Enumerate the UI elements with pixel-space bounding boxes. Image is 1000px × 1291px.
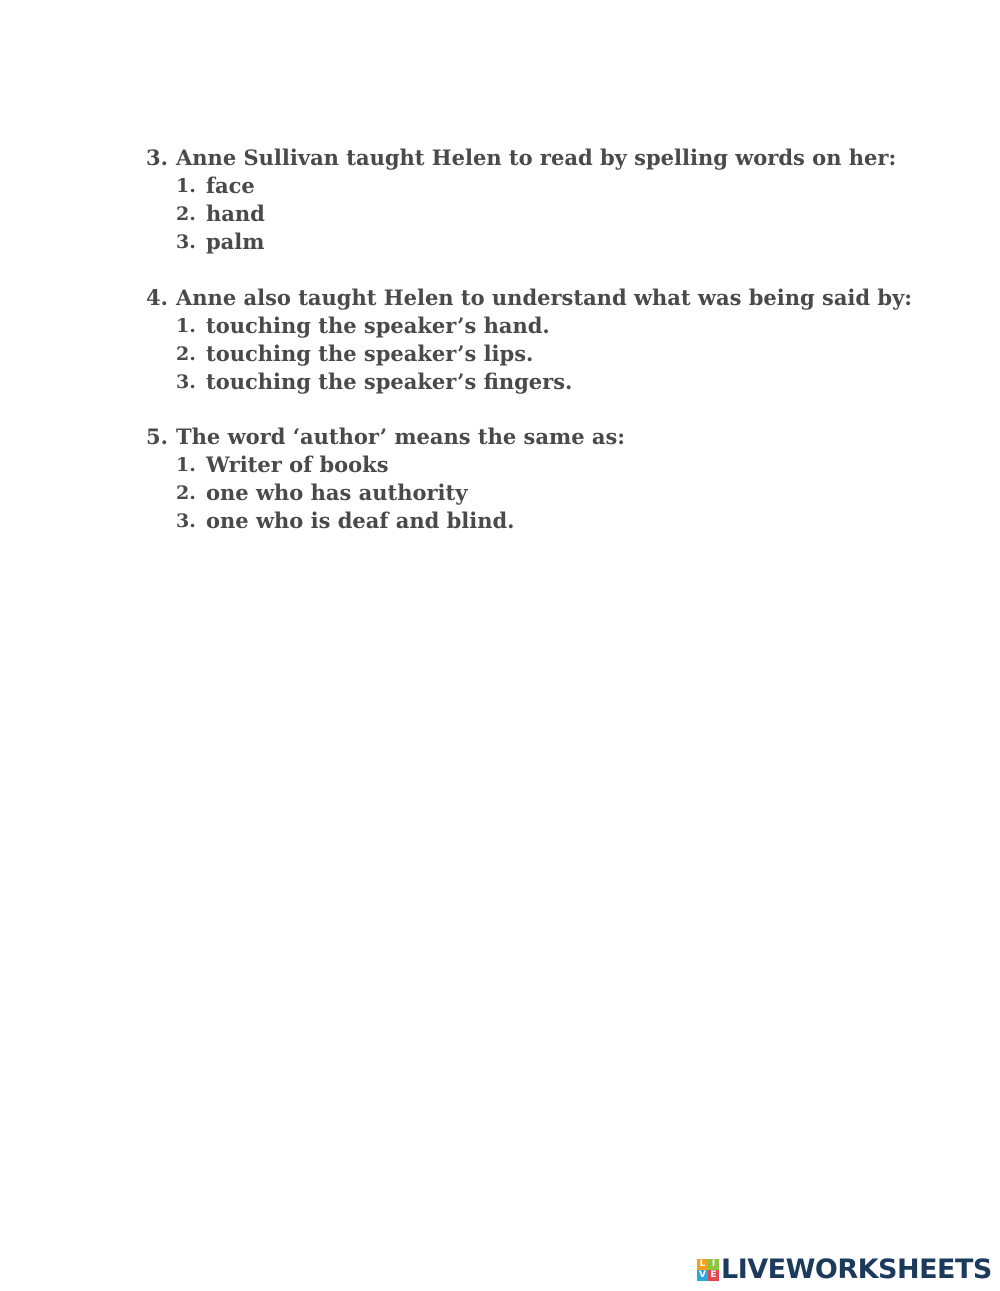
question-4	[146, 284, 913, 396]
liveworksheets-branding[interactable]	[697, 1253, 992, 1287]
question-stem	[146, 423, 906, 451]
option-text: palm	[206, 229, 265, 254]
question-stem	[146, 284, 913, 312]
answer-option[interactable]	[146, 312, 906, 340]
question-text: Anne also taught Helen to understand what was being said by:	[176, 285, 913, 310]
option-text: one who has authority	[206, 480, 468, 505]
brand-name: LIVEWORKSHEETS	[721, 1254, 992, 1285]
answer-option[interactable]	[146, 507, 906, 535]
answer-option[interactable]	[146, 200, 906, 228]
option-number: 2.	[176, 343, 196, 365]
question-3	[146, 144, 906, 256]
option-number: 1.	[176, 175, 196, 197]
logo-letter-v: V	[697, 1270, 708, 1281]
option-number: 2.	[176, 482, 196, 504]
option-text: face	[206, 173, 255, 198]
option-text: touching the speaker’s lips.	[206, 341, 534, 366]
option-text: hand	[206, 201, 265, 226]
answer-option[interactable]	[146, 451, 906, 479]
question-number: 5.	[146, 424, 168, 449]
question-number: 3.	[146, 145, 168, 170]
option-text: one who is deaf and blind.	[206, 508, 515, 533]
option-number: 3.	[176, 510, 196, 532]
answer-option[interactable]	[146, 340, 906, 368]
option-number: 1.	[176, 454, 196, 476]
question-number: 4.	[146, 285, 168, 310]
logo-letter-l: L	[697, 1259, 708, 1270]
question-text: The word ‘author’ means the same as:	[176, 424, 626, 449]
answer-option[interactable]	[146, 368, 906, 396]
option-number: 3.	[176, 231, 196, 253]
option-text: Writer of books	[206, 452, 389, 477]
answer-option[interactable]	[146, 479, 906, 507]
option-number: 3.	[176, 371, 196, 393]
liveworksheets-logo-icon	[697, 1259, 719, 1281]
logo-letter-i: I	[708, 1259, 719, 1270]
answer-option[interactable]	[146, 228, 906, 256]
question-text: Anne Sullivan taught Helen to read by spelling words on her:	[176, 145, 897, 170]
question-stem	[146, 144, 906, 172]
option-number: 1.	[176, 315, 196, 337]
answer-option[interactable]	[146, 172, 906, 200]
option-text: touching the speaker’s fingers.	[206, 369, 573, 394]
logo-letter-e: E	[708, 1270, 719, 1281]
question-5	[146, 423, 906, 535]
option-text: touching the speaker’s hand.	[206, 313, 550, 338]
option-number: 2.	[176, 203, 196, 225]
